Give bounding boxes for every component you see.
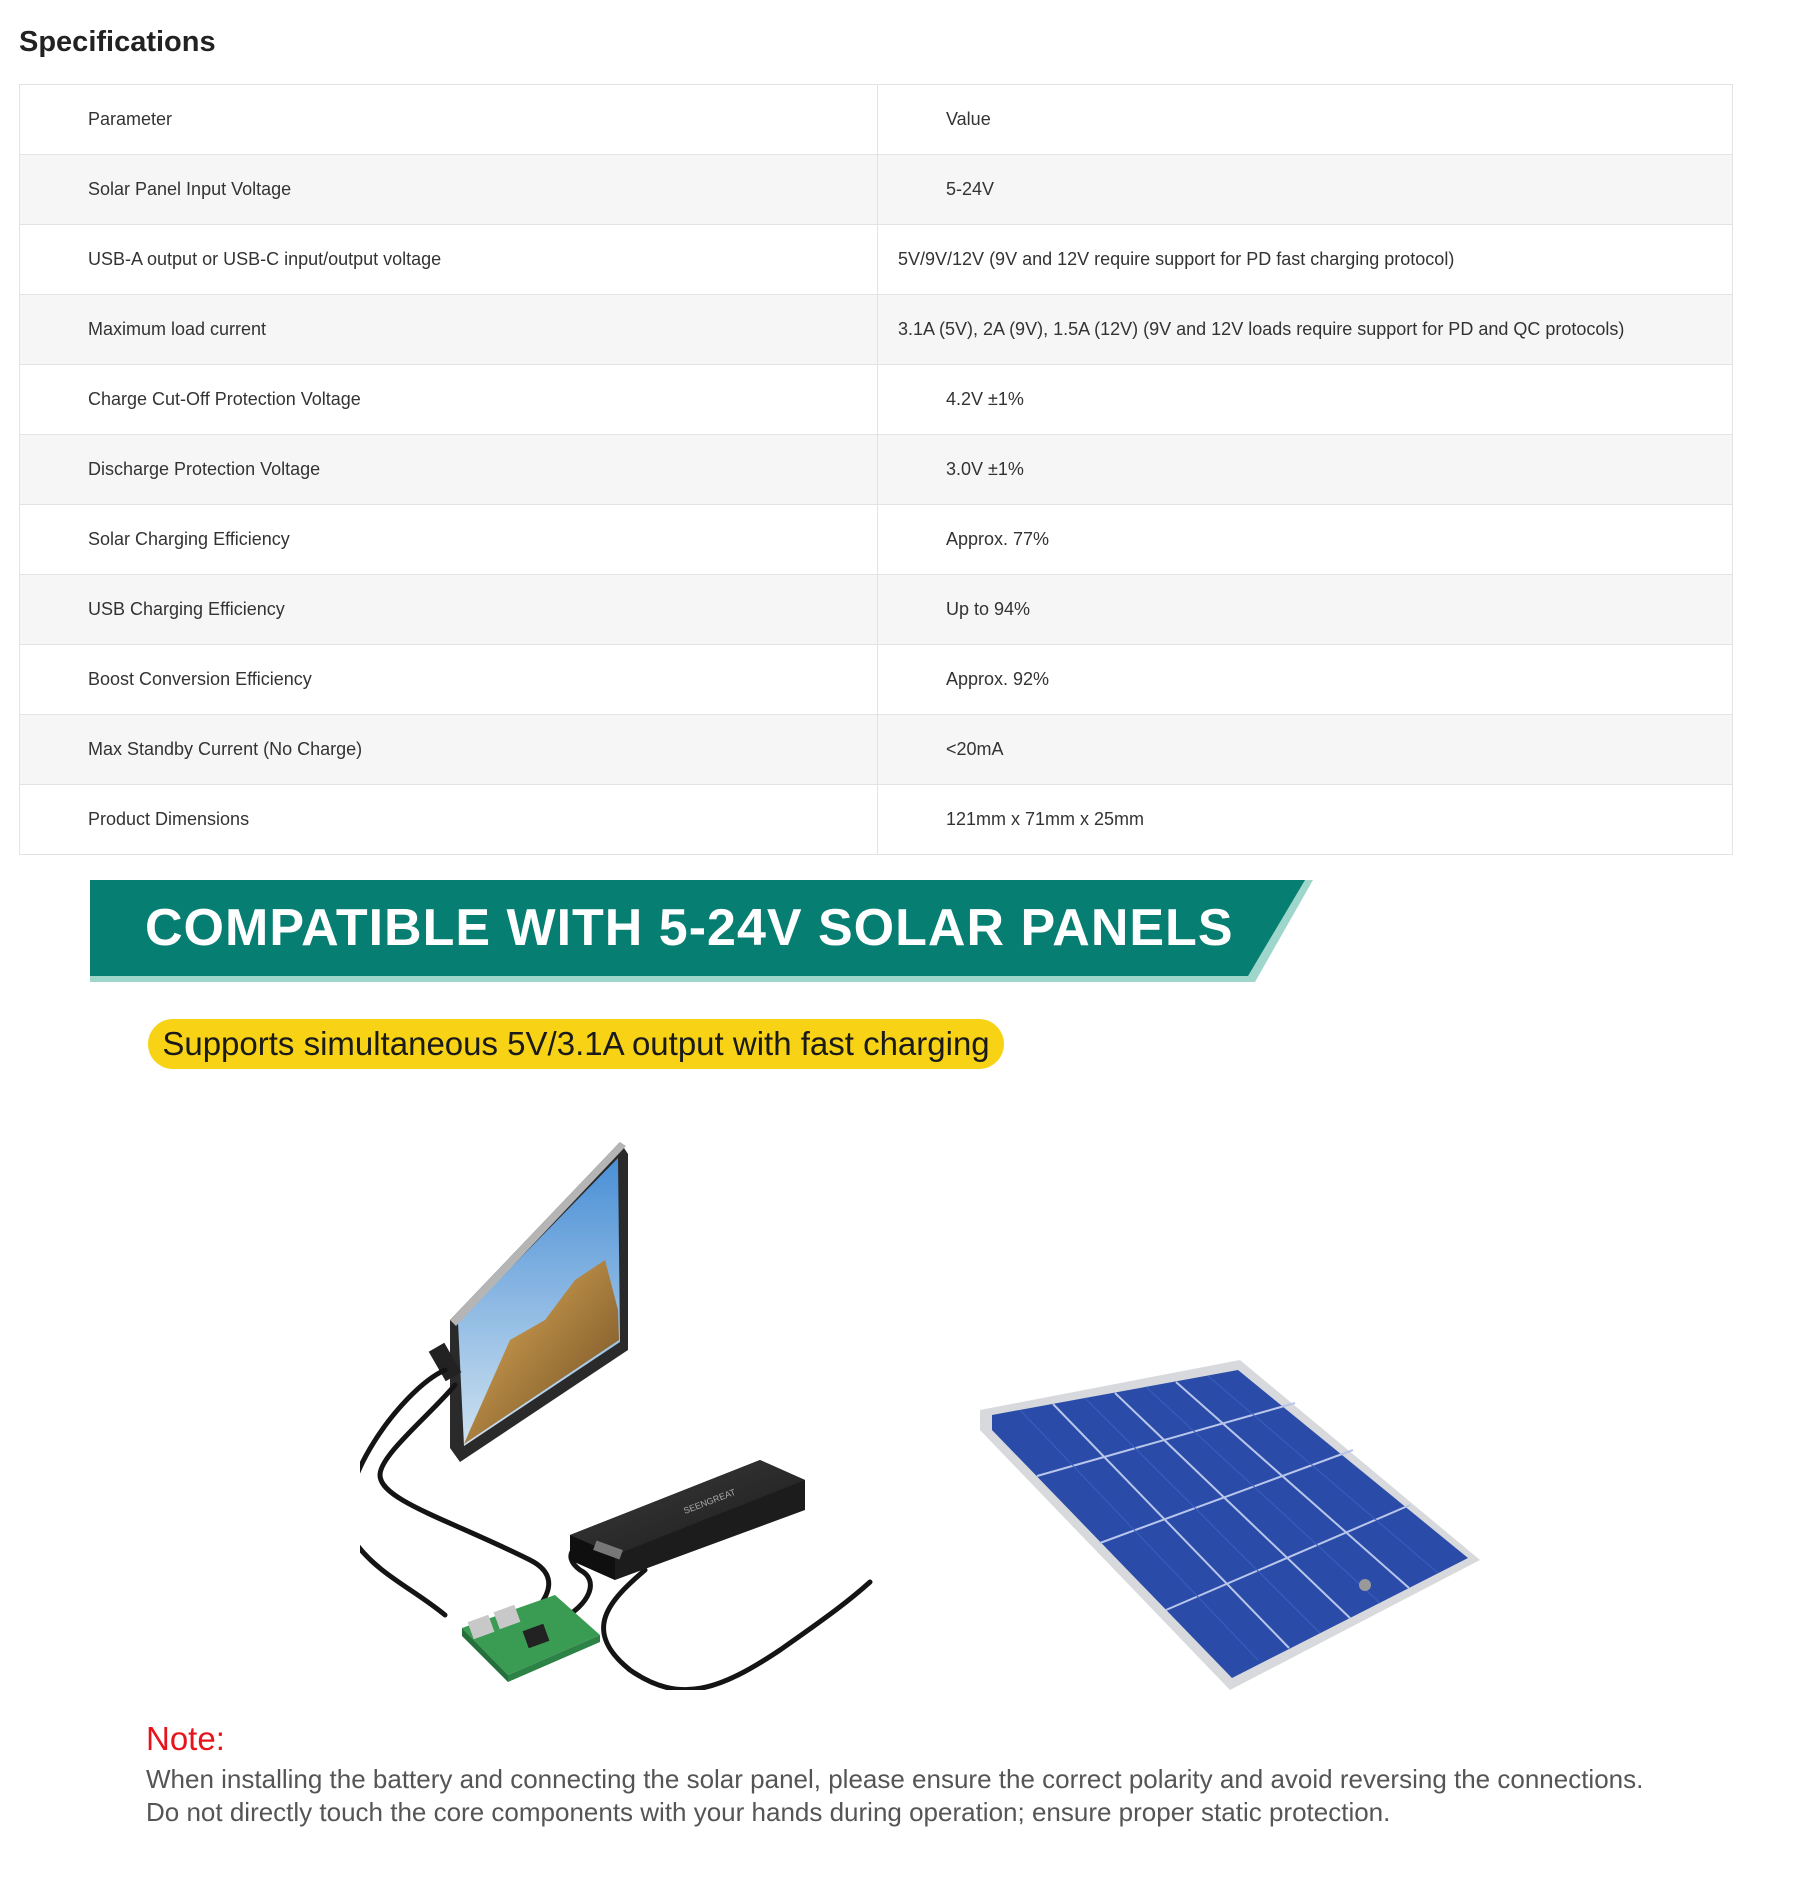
row-value: 3.1A (5V), 2A (9V), 1.5A (12V) (9V and 12V loads require support for PD and QC protocols) xyxy=(878,295,1733,365)
row-parameter: Charge Cut-Off Protection Voltage xyxy=(20,365,878,435)
power-bank-device xyxy=(570,1460,805,1580)
feature-pill: Supports simultaneous 5V/3.1A output with fast charging xyxy=(148,1019,1004,1069)
header-parameter: Parameter xyxy=(20,85,878,155)
table-row xyxy=(20,435,1733,505)
product-illustration xyxy=(360,1130,1490,1690)
row-value: <20mA xyxy=(878,715,1733,785)
table-row xyxy=(20,295,1733,365)
device-brand-label: SEENGREAT xyxy=(682,1486,737,1516)
row-parameter: Solar Charging Efficiency xyxy=(20,505,878,575)
row-value: 3.0V ±1% xyxy=(878,435,1733,505)
table-row xyxy=(20,225,1733,295)
row-value: 5-24V xyxy=(878,155,1733,225)
note-line: Do not directly touch the core components with your hands during operation; ensure proper static protection. xyxy=(146,1797,1391,1827)
row-value: Up to 94% xyxy=(878,575,1733,645)
row-parameter: Boost Conversion Efficiency xyxy=(20,645,878,715)
row-parameter: Maximum load current xyxy=(20,295,878,365)
row-parameter: Product Dimensions xyxy=(20,785,878,855)
specifications-title: Specifications xyxy=(19,26,216,58)
row-value: 121mm x 71mm x 25mm xyxy=(878,785,1733,855)
table-row xyxy=(20,715,1733,785)
specifications-table xyxy=(19,84,1733,855)
row-parameter: Solar Panel Input Voltage xyxy=(20,155,878,225)
display-monitor xyxy=(429,1142,628,1462)
solar-panel xyxy=(980,1360,1480,1690)
compatibility-banner xyxy=(90,880,1320,982)
row-value: Approx. 92% xyxy=(878,645,1733,715)
row-value: 4.2V ±1% xyxy=(878,365,1733,435)
row-value: 5V/9V/12V (9V and 12V require support for PD fast charging protocol) xyxy=(878,225,1733,295)
note-line: When installing the battery and connecting the solar panel, please ensure the correct polarity and avoid reversing the connections. xyxy=(146,1764,1644,1794)
row-parameter: Max Standby Current (No Charge) xyxy=(20,715,878,785)
table-row xyxy=(20,785,1733,855)
table-row xyxy=(20,155,1733,225)
row-parameter: USB-A output or USB-C input/output voltage xyxy=(20,225,878,295)
banner-headline: COMPATIBLE WITH 5-24V SOLAR PANELS xyxy=(145,899,1234,957)
table-header-row xyxy=(20,85,1733,155)
table-row xyxy=(20,505,1733,575)
note-title: Note: xyxy=(146,1720,225,1757)
table-row xyxy=(20,645,1733,715)
row-parameter: USB Charging Efficiency xyxy=(20,575,878,645)
table-row xyxy=(20,365,1733,435)
row-value: Approx. 77% xyxy=(878,505,1733,575)
table-row xyxy=(20,575,1733,645)
row-parameter: Discharge Protection Voltage xyxy=(20,435,878,505)
header-value: Value xyxy=(878,85,1733,155)
